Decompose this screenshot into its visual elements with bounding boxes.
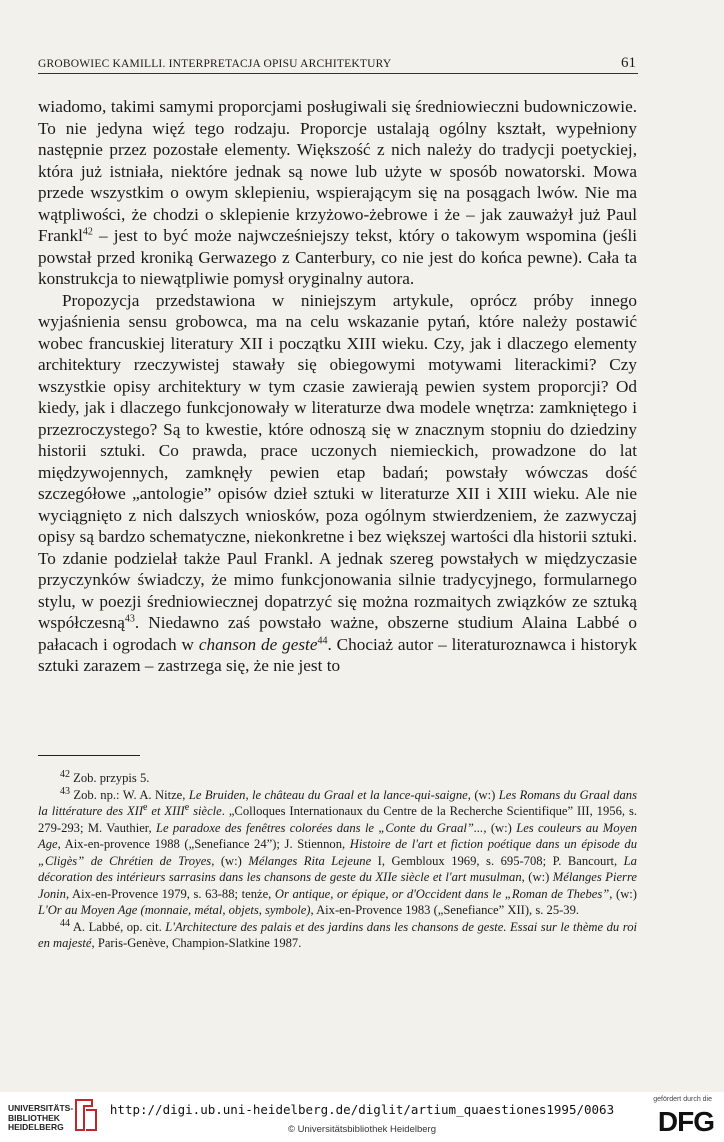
footnote-42-text: Zob. przypis 5. [70, 771, 150, 785]
paragraph-2-end: . Chociaż autor – literaturoznawca i historyk sztuki zarazem – zastrzega się, że nie jest to [38, 634, 637, 675]
fn43-q: I, Gembloux 1969, s. 695-708; P. Bancourt, [371, 853, 624, 868]
fn44-c: , Paris-Genève, Champion-Slatkine 1987. [91, 936, 302, 950]
fn43-r: La décoration des intérieurs sarrasins dans les chansons de geste du XIIe siècle et l'art musulman [38, 853, 637, 884]
library-line-3: HEIDELBERG [8, 1122, 64, 1132]
footnotes [38, 770, 637, 952]
paragraph-2-italic: chanson de geste [198, 634, 318, 654]
fn43-f: et XIII [147, 804, 185, 818]
fn43-v: Or antique, or épique, or d'Occident dans le „Roman de Thebes” [274, 886, 610, 901]
paragraph-1-rest: – jest to być może najwcześniejszy tekst, który o takowym wspomina (jeśli powstał przed kroniką Gerwazego z Canterbury, co nie jest do końca pewne). Cała ta konstrukcja to niewątpliwie pomysł oryginalny autora. [38, 226, 637, 288]
footnote-ref-44: 44 [317, 634, 328, 646]
paragraph-1-text: wiadomo, takimi samymi proporcjami posługiwali się średniowieczni budowniczowie. To nie jedyna więź tego rodzaju. Proporcje ustalają ogólny kształt, wypełniony następnie przez pozostałe elementy. Większość z nich należy do tradycji poetyckiej, która już istniała, niektóre jednak są nowe lub użyte w sposób nowatorski. Mowa przede wszystkim o owym sklepieniu, wspierającym się na posągach lwów. Nie ma wątpliwości, że chodzi o sklepienie krzyżowo-żebrowe i że – jak zauważył już Paul Frankl [38, 97, 637, 245]
dfg-logo: DFG [657, 1106, 714, 1137]
funding-note: gefördert durch die [653, 1096, 712, 1103]
footnote-42 [38, 770, 637, 787]
running-head [38, 58, 638, 74]
fn43-u: , Aix-en-Provence 1979, s. 63-88; tenże, [65, 886, 275, 901]
footnote-44 [38, 919, 637, 952]
paragraph-2-mid: . Niedawno zaś powstało ważne, obszerne studium Alaina Labbé o pałacach i ogrodach w [38, 613, 637, 654]
fn43-e: e [143, 801, 148, 813]
fn44-b: L'Architecture des palais et des jardins dans les chansons de geste. Essai sur le thème du roi en majesté [38, 919, 637, 950]
fn44-a: A. Labbé, op. cit. [70, 919, 166, 934]
fn43-o: , (w:) [211, 853, 249, 868]
footnote-ref-42: 42 [82, 226, 93, 238]
viewer-footer [0, 1092, 724, 1142]
fn43-d: Les Romans du Graal dans la littérature des XII [38, 787, 637, 818]
fn43-x: L'Or au Moyen Age (monnaie, métal, objets, symbole) [38, 903, 311, 917]
main-text [38, 96, 637, 677]
fn43-p: Mélanges Rita Lejeune [248, 853, 372, 868]
fn43-t: Mélanges Pierre Jonin [38, 870, 637, 901]
fn43-y: , Aix-en-Provence 1983 („Senefiance” XII), s. 25-39. [310, 903, 580, 917]
fn43-c: , (w:) [467, 787, 499, 802]
paragraph-2-text: Propozycja przedstawiona w niniejszym artykule, oprócz próby innego wyjaśnienia sensu grobowca, ma na celu wskazanie pytań, które należy postawić wobec francuskiej literatury XII i początku XIII wieku. Czy, jak i dlaczego elementy architektury rzeczywistej stawały się obiegowymi motywami literackimi? Czy wszystkie opisy architektury w tym czasie zawierają pewien system proporcji? Od kiedy, jak i dlaczego funkcjonowały w literaturze dwa modele wnętrza: zamkniętego i przezroczystego? Są to kwestie, które odnoszą się w znacznym stopniu do dziedziny historii sztuki. Co prawda, prace uczonych niemieckich, prowadzone do lat międzywojennych, zamknęły pewien etap badań; powstały wówczas dość szczegółowe „antologie” opisów dzieł sztuki w literaturze XII i XIII wieku. Ale nie wyciągnięto z nich dalszych wniosków, poza ogólnym stwierdzeniem, że zazwyczaj opisy są bardzo schematyczne, niekonkretne i bez większej wartości dla historii sztuki. To zdanie podzielał także Paul Frankl. A jednak szereg powstałych w międzyczasie przyczynków świadczy, że mimo funkcjonowania silnie tradycyjnego, formularnego stylu, w poezji średniowiecznej dopatrzyć się można rozmaitych związków ze sztuką współczesną [38, 290, 637, 632]
paragraph-1 [38, 96, 637, 290]
page-number: 61 [621, 55, 636, 71]
footnote-divider [38, 755, 140, 756]
fn43-g: e [184, 801, 190, 813]
fn43-a: Zob. np.: W. A. Nitze, [70, 787, 189, 802]
footnote-43 [38, 787, 637, 919]
footnote-44-number: 44 [60, 917, 70, 929]
footnote-42-number: 42 [60, 768, 70, 780]
library-line-1: UNIVERSITÄTS- [8, 1103, 74, 1113]
fn43-j: Le paradoxe des fenêtres colorées dans le „Conte du Graal”... [155, 820, 484, 835]
running-title: GROBOWIEC KAMILLI. INTERPRETACJA OPISU ARCHITEKTURY [38, 58, 392, 70]
footnote-43-number: 43 [60, 785, 70, 797]
library-line-2: BIBLIOTHEK [8, 1112, 60, 1123]
fn43-n: Histoire de l'art et fiction poétique dans un épisode du „Cligès” de Chrétien de Troyes [38, 837, 637, 868]
fn43-i: . „Colloques Internationaux du Centre de la Recherche Scientifique” III, 1956, s. 279-293; M. Vauthier, [38, 804, 637, 835]
fn43-s: , (w:) [521, 870, 553, 884]
footnote-ref-43: 43 [124, 613, 135, 625]
copyright-notice: © Universitätsbibliothek Heidelberg [288, 1124, 436, 1135]
fn43-h: siècle [189, 804, 222, 818]
fn43-k: , (w:) [483, 820, 517, 835]
fn43-l: Les couleurs au Moyen Age [38, 820, 637, 851]
fn43-b: Le Bruiden, le château du Graal et la lance-qui-saigne [188, 787, 468, 802]
paragraph-2 [38, 290, 637, 677]
fn43-w: , (w:) [609, 886, 637, 901]
permalink-url[interactable]: http://digi.ub.uni-heidelberg.de/diglit/artium_quaestiones1995/0063 [109, 1102, 615, 1117]
fn43-m: , Aix-en-provence 1988 („Senefiance 24”); J. Stiennon, [57, 837, 350, 851]
